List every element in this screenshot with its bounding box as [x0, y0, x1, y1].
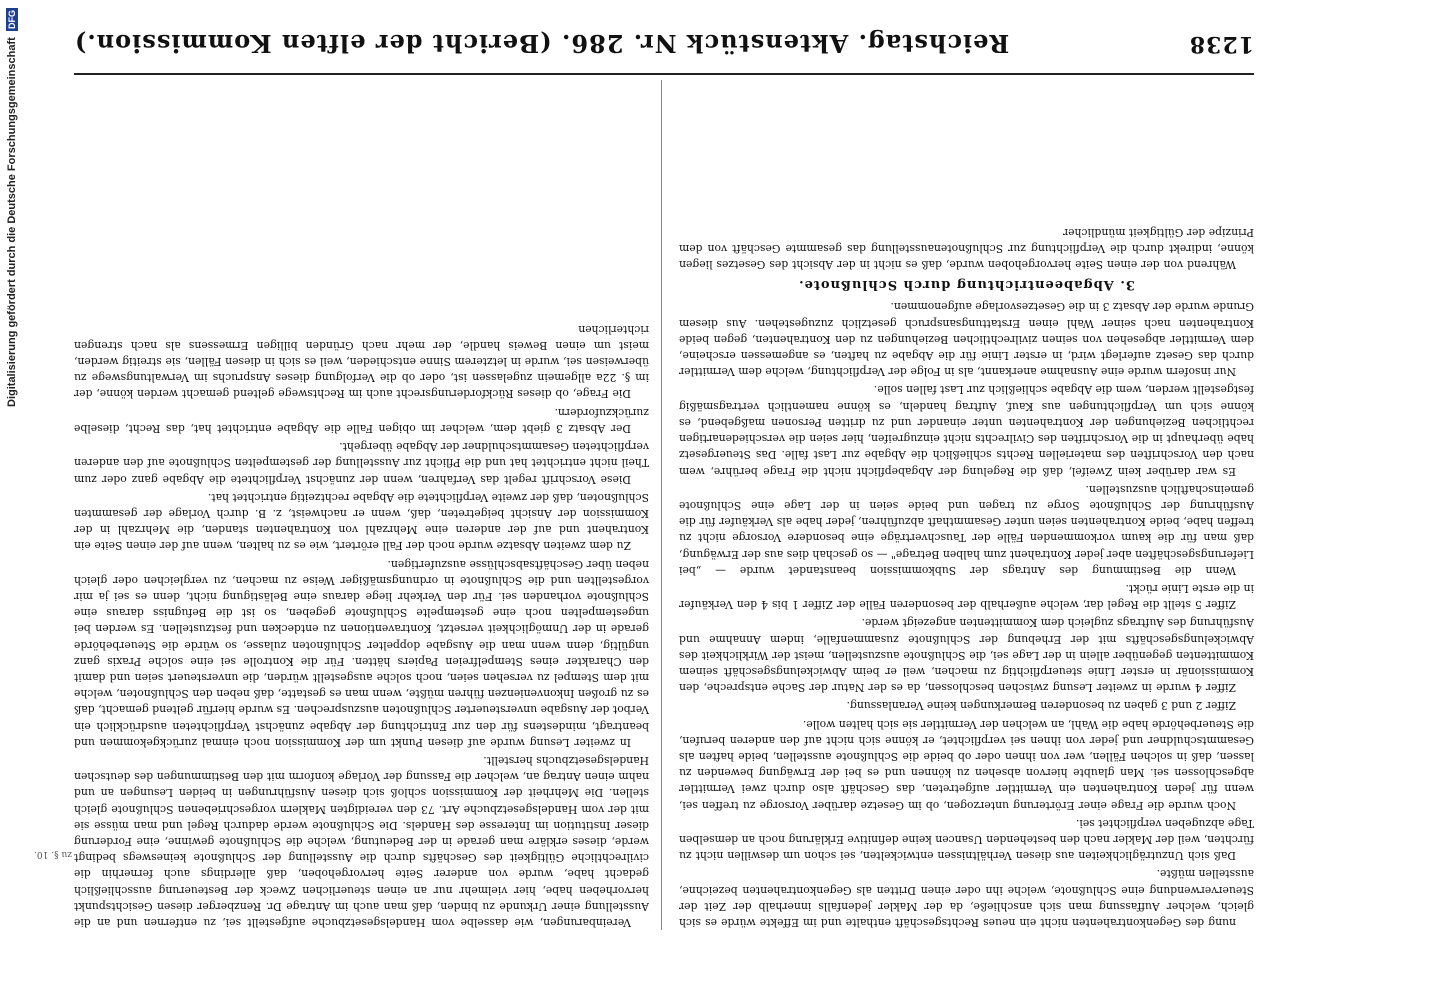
right-column [74, 80, 649, 930]
paragraph: Ziffer 5 stellt die Regel dar, welche außerhalb der besonderen Fälle der Ziffer 1 bis 4 den Verkäufer in die erste Linie rückt. [679, 581, 1254, 612]
page-title: Reichstag. Aktenstück Nr. 286. (Bericht der elften Kommission.) [74, 29, 1010, 59]
paragraph: In zweiter Lesung wurde auf diesen Punkt um der Kommission noch einmal zurückgekommen und beantragt, mindestens für den zur Entrichtung der Abgabe zunächst Verpflichteten ausdrücklich ein Verbot der Ausgabe unversteuerter Schlußnoten auszusprechen. Es wurde hierfür geltend gemacht, daß es zu großen Inkonvenienzen führen müßte, wenn man es gestatte, daß neben den Schlußnoten, welche mit dem Stempel zu versehen seien, noch solche ausgestellt würden, die unversteuert seien und damit den Charakter eines Stempelfreien Papiers hätten. Für die Kontrolle sei eine solche Praxis ganz ungültig, denn wenn man die Ausgabe doppelter Schlußnoten zulasse, so würde die Steuerbehörde gerade in der Unmöglichkeit versetzt, Kontraventionen zu entdecken und festzustellen. Es werden bei ungestempelten noch eine gestempelte Schlußnote gegeben, so ist die Befugniss daraus eine Schlußnote vorhanden sei. Für den Verkehr liege daraus eine Belästigung nicht, denn es sei ja mir vorgestellten und die Schlußnote in ordnungsmäßiger Weise zu machen, zu vergleichen oder gleich neben über Geschäftsabschlüsse auszufertigen. [74, 557, 649, 749]
paragraph: Diese Vorschrift regelt das Verfahren, wenn der zunächst Verpflichtete die Abgabe ganz oder zum Theil nicht entrichtet hat und die Pflicht zur Ausstellung der gestempelten Schlußnote auf den anderen verpflichteten Gesammtschuldner der Abgabe übergeht. [74, 440, 649, 486]
paragraph: Ziffer 4 wurde in zweiter Lesung zwischen beschlossen, da es der Natur der Sache entspreche, den Kommissionär in erster Linie steuerpflichtig zu machen, weil er beim Abwickelungsgeschäft seinem Kommittenten gegenüber allein in der Lage sei, die Schlußnote auszustellen, meist der Wirklichkeit des Abwickelungsgeschäfts mit der Erhebung der Schlußnote zusammenfalle, indem Annahme und Ausführung des Auftrags zugleich dem Kommittenten angezeigt werde. [679, 616, 1254, 695]
paragraph: Vereinbarungen, wie dasselbe vom Handelsgesetzbuche aufgestellt sei, zu entfernen und an die Ausstellung einer Urkunde zu binden, daß man auch im Antrage Dr. Renzberger diesen Gesichtspunkt hervorheben habe, hier vielmehr nur an einen steuerlichen Zweck der Besteuerung ausschließlich gedacht habe, wurde von anderer Seite hervorgehoben, daß allerdings auch fernerhin die civilrechtliche Gültigkeit des Geschäfts durch die Ausstellung der Schlußnote keineswegs bedingt werde, dieses erkläre man gerade in der Bedeutung, welche die Schlußnote gewinne, eine Forderung dieser Institution im Interesse des Handels. Die Schlußnote werde dadurch Regel und man müsse sie mit der vom Handelsgesetzbuche Art. 73 den vereidigten Maklern vorgeschriebenen Schlußnote gleich stellen. Die Mehrheit der Kommission schloß sich diesen Ausführungen in beiden Lesungen an und nahm einen Antrag an, welcher die Fassung der Vorlage konform mit den Bestimmungen des deutschen Handelsgesetzbuchs herstellt. [74, 753, 649, 929]
paragraph: Wenn die Bestimmung des Antrags der Subkommission beanstandet wurde — „bei Lieferungsgeschäften aber jeder Kontrahent zum halben Betrage" — so geschah dies aus der Erwägung, daß man für die kaum vorkommenden Fälle der Tauschverträge eine besondere Vorsorge nicht zu treffen habe, beide Kontrahenten seien unter Gesammthaft abzuführen, jeder habe als Verkäufer für die Ausführung der Schlußnote Sorge zu tragen und beide seien in der Lage eine Schlußnote gemeinschaftlich auszustellen. [679, 482, 1254, 577]
paragraph: nung des Gegenkontrahenten nicht ein neues Rechtsgeschäft enthalte und im Effekte würde es sich gleich, welcher Auffassung man sich anschließe, da der Makler jedenfalls innerhalb der Zeit der Steuerverwendung eine Schlußnote, welche ihn oder einen Dritten als Gegenkontrahenten bezeichne, ausstellen müßte. [679, 867, 1254, 929]
paragraph: Die Frage, ob dieses Rückforderungsrecht auch im Rechtswege geltend gemacht werden könne, der im §. 22a allgemein zugelassen ist, oder ob die Verfolgung dieses Anspruchs im Verwaltungswege zu überweisen sei, wurde in letzterem Sinne entschieden, weil es sich in diesen Fällen, sie streitig werden, meist um einen Beweis handle, der mehr nach Gründen billigen Ermessens als nach strengen richterlichen [74, 322, 649, 401]
margin-note: zu §. 10. [34, 849, 72, 859]
paragraph: Während von der einen Seite hervorgehoben wurde, daß es nicht in der Absicht des Gesetzes liegen könne, indirekt durch die Verpflichtung zur Schlußnotenausstellung das gesammte Geschäft von dem Prinzipe der Gültigkeit mündlicher [679, 225, 1254, 272]
footer-text: Digitalisierung gefördert durch die Deutsche Forschungsgemeinschaft [6, 37, 18, 407]
left-column [679, 80, 1254, 930]
page-number: 1238 [1188, 31, 1254, 57]
paragraph: Daß sich Unzuträglichkeiten aus diesen Verhältnissen entwickelten, sei schon um deswillen nicht zu fürchten, weil der Makler nach den bestehenden Usancen keine definitive Erklärung noch an demselben Tage abzugeben verpflichtet sei. [679, 816, 1254, 863]
section-heading: 3. Abgabeentrichtung durch Schlußnote. [798, 277, 1135, 293]
paragraph: Nur insofern wurde eine Ausnahme anerkannt, als in Folge der Verpflichtung, welche dem Vermittler durch das Gesetz auferlegt wird, in erster Linie für die Abgabe zu haften, es angemessen erscheine, dem Vermittler abgesehen von seinen zivilrechtlichen Beziehungen zu den Kontrahenten, gegen beide Kontrahenten nach seiner Wahl einen Erstattungsanspruch gesetzlich zuzugestehen. Aus diesem Grunde wurde der Absatz 3 in die Gesetzesvorlage aufgenommen. [679, 300, 1254, 379]
paragraph: Der Absatz 3 giebt dem, welcher im obigen Falle die Abgabe entrichtet hat, das Recht, dieselbe zurückzufordern. [74, 405, 649, 435]
paragraph: Ziffer 2 und 3 gaben zu besonderen Bemerkungen keine Veranlassung. [846, 699, 1236, 713]
paragraph: Zu dem zweiten Absatze wurde noch der Fall erörtert, wie es zu halten, wenn auf der einen Seite ein Kontrahent und auf der anderen eine Mehrzahl von Kontrahenten standen, die Mehrzahl in der Kommission der Ansicht beigetreten, daß, wenn er nachweist, z. B. durch Vorlage der gesammten Schlußnoten, daß der zweite Verpflichtete die Abgabe rechtzeitig entrichtet hat. [74, 490, 649, 553]
paragraph: Noch wurde die Frage einer Erörterung unterzogen, ob im Gesetze darüber Vorsorge zu treffen sei, wenn für jeden Kontrahenten ein Vermittler aufgetreten, das Geschäft also durch zwei Vermittler abgeschlossen sei. Man glaubte hiervon absehen zu können und es bei der Erwägung bewenden zu lassen, daß in solchen Fällen, wer von ihnen oder ob beide die Schlußnote ausstellen, beide haften als Gesammtschuldner und jeder von ihnen sei verpflichtet, er könne sich nicht auf den anderen berufen, die Steuerbehörde habe die Wahl, an welchen der Vermittler sie sich halten wolle. [679, 717, 1254, 812]
header-rule [74, 73, 1254, 75]
dfg-logo-icon: DFG [7, 10, 17, 29]
column-divider [661, 80, 662, 930]
digitization-footer [0, 0, 24, 1000]
page-header [74, 20, 1254, 68]
paragraph: Es war darüber kein Zweifel, daß die Regelung der Abgabepflicht nicht die Frage berühre, wem nach den Vorschriften des materiellen Rechts schließlich die Abgabe zur Last falle. Das Steuergesetz habe überhaupt in die Vorschriften des Civilrechts nicht einzugreifen, hier seien die verschiedenartigen rechtlichen Beziehungen der Kontrahenten unter einander und zu dritten Personen maßgebend, es könne sich um Verpflichtungen aus Kauf, Auftrag handeln, es könne namentlich vertragsmäßig festgestellt werden, wem die Abgabe schließlich zur Last fallen solle. [679, 383, 1254, 478]
